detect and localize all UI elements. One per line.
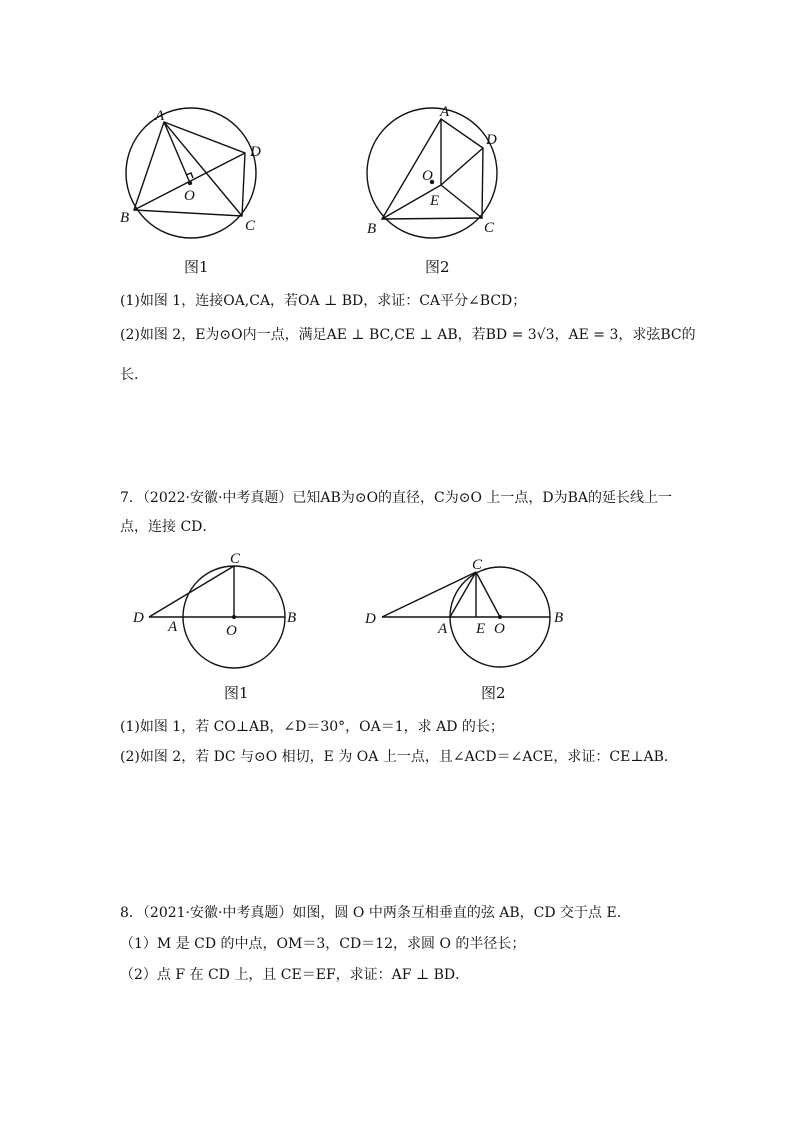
q7-fig2-center-dot bbox=[498, 615, 502, 619]
q8-part1: （1）M 是 CD 的中点，OM＝3，CD＝12，求圆 O 的半径长； bbox=[120, 936, 526, 952]
q7-fig2-label-C: C bbox=[472, 557, 483, 573]
q6-fig2-label-B: B bbox=[367, 221, 377, 237]
q7-fig1-label-O: O bbox=[226, 623, 237, 639]
q6-part1: (1)如图 1，连接OA,CA，若OA ⊥ BD，求证：CA平分∠BCD； bbox=[120, 293, 527, 309]
q6-fig1-label-B: B bbox=[120, 210, 130, 226]
q8-part2: （2）点 F 在 CD 上，且 CE＝EF，求证：AF ⊥ BD． bbox=[120, 967, 470, 983]
q7-fig1-caption: 图1 bbox=[224, 684, 249, 702]
q6-fig1-chord-AC bbox=[164, 122, 242, 216]
q7-fig2-label-E: E bbox=[476, 621, 486, 637]
q7-fig1-label-B: B bbox=[287, 610, 297, 626]
q6-fig2-label-C: C bbox=[484, 220, 495, 236]
q6-fig2-label-D: D bbox=[486, 132, 497, 148]
q7-figure-2 bbox=[364, 557, 563, 667]
q6-fig2-segment-CE bbox=[441, 185, 482, 218]
q6-part2-line2: 长. bbox=[120, 367, 139, 383]
q6-fig2-caption: 图2 bbox=[425, 258, 450, 276]
q7-fig1-label-A: A bbox=[168, 619, 178, 635]
q7-fig2-label-B: B bbox=[554, 610, 564, 626]
q6-fig2-segment-ED bbox=[441, 148, 483, 185]
q6-fig2-label-O: O bbox=[422, 168, 433, 184]
q7-fig1-line-DC bbox=[149, 566, 234, 617]
q7-header-line1: 7．（2022·安徽·中考真题）已知AB为⊙O的直径，C为⊙O 上一点，D为BA的延长线上一 bbox=[120, 490, 673, 506]
q6-part2-line1: (2)如图 2，E为⊙O内一点，满足AE ⊥ BC,CE ⊥ AB，若BD = 3√3，AE = 3，求弦BC的 bbox=[120, 327, 696, 343]
q6-fig2-label-E: E bbox=[430, 193, 440, 209]
q6-fig2-label-A: A bbox=[440, 104, 450, 120]
q6-fig1-caption: 图1 bbox=[184, 258, 209, 276]
q8-header: 8．（2021·安徽·中考真题）如图，圆 O 中两条互相垂直的弦 AB，CD 交于点 E． bbox=[120, 905, 631, 921]
q7-part2: (2)如图 2，若 DC 与⊙O 相切，E 为 OA 上一点，且∠ACD＝∠ACE，求证：CE⊥AB． bbox=[120, 749, 678, 765]
q7-fig1-label-D: D bbox=[133, 610, 144, 626]
q6-fig1-label-C: C bbox=[245, 218, 256, 234]
q7-fig2-line-DC bbox=[382, 572, 476, 617]
q7-fig1-center-dot bbox=[232, 615, 236, 619]
q7-figure-1 bbox=[132, 551, 296, 668]
q7-header-line2: 点，连接 CD． bbox=[120, 519, 217, 535]
q6-figure-2 bbox=[367, 104, 497, 238]
q7-fig2-label-O: O bbox=[494, 621, 505, 637]
q6-figure-1 bbox=[120, 108, 261, 238]
q6-fig1-label-D: D bbox=[250, 144, 261, 160]
q7-part1: (1)如图 1，若 CO⊥AB，∠D＝30°，OA＝1，求 AD 的长； bbox=[120, 719, 504, 735]
q6-fig1-label-A: A bbox=[155, 108, 165, 124]
q7-fig2-line-CO bbox=[476, 572, 500, 617]
q7-fig2-caption: 图2 bbox=[481, 684, 506, 702]
q6-fig1-label-O: O bbox=[184, 188, 195, 204]
q7-fig1-label-C: C bbox=[230, 551, 241, 567]
q6-fig1-center-dot bbox=[188, 181, 192, 185]
q7-fig2-label-A: A bbox=[438, 621, 448, 637]
q7-fig2-label-D: D bbox=[365, 611, 376, 627]
